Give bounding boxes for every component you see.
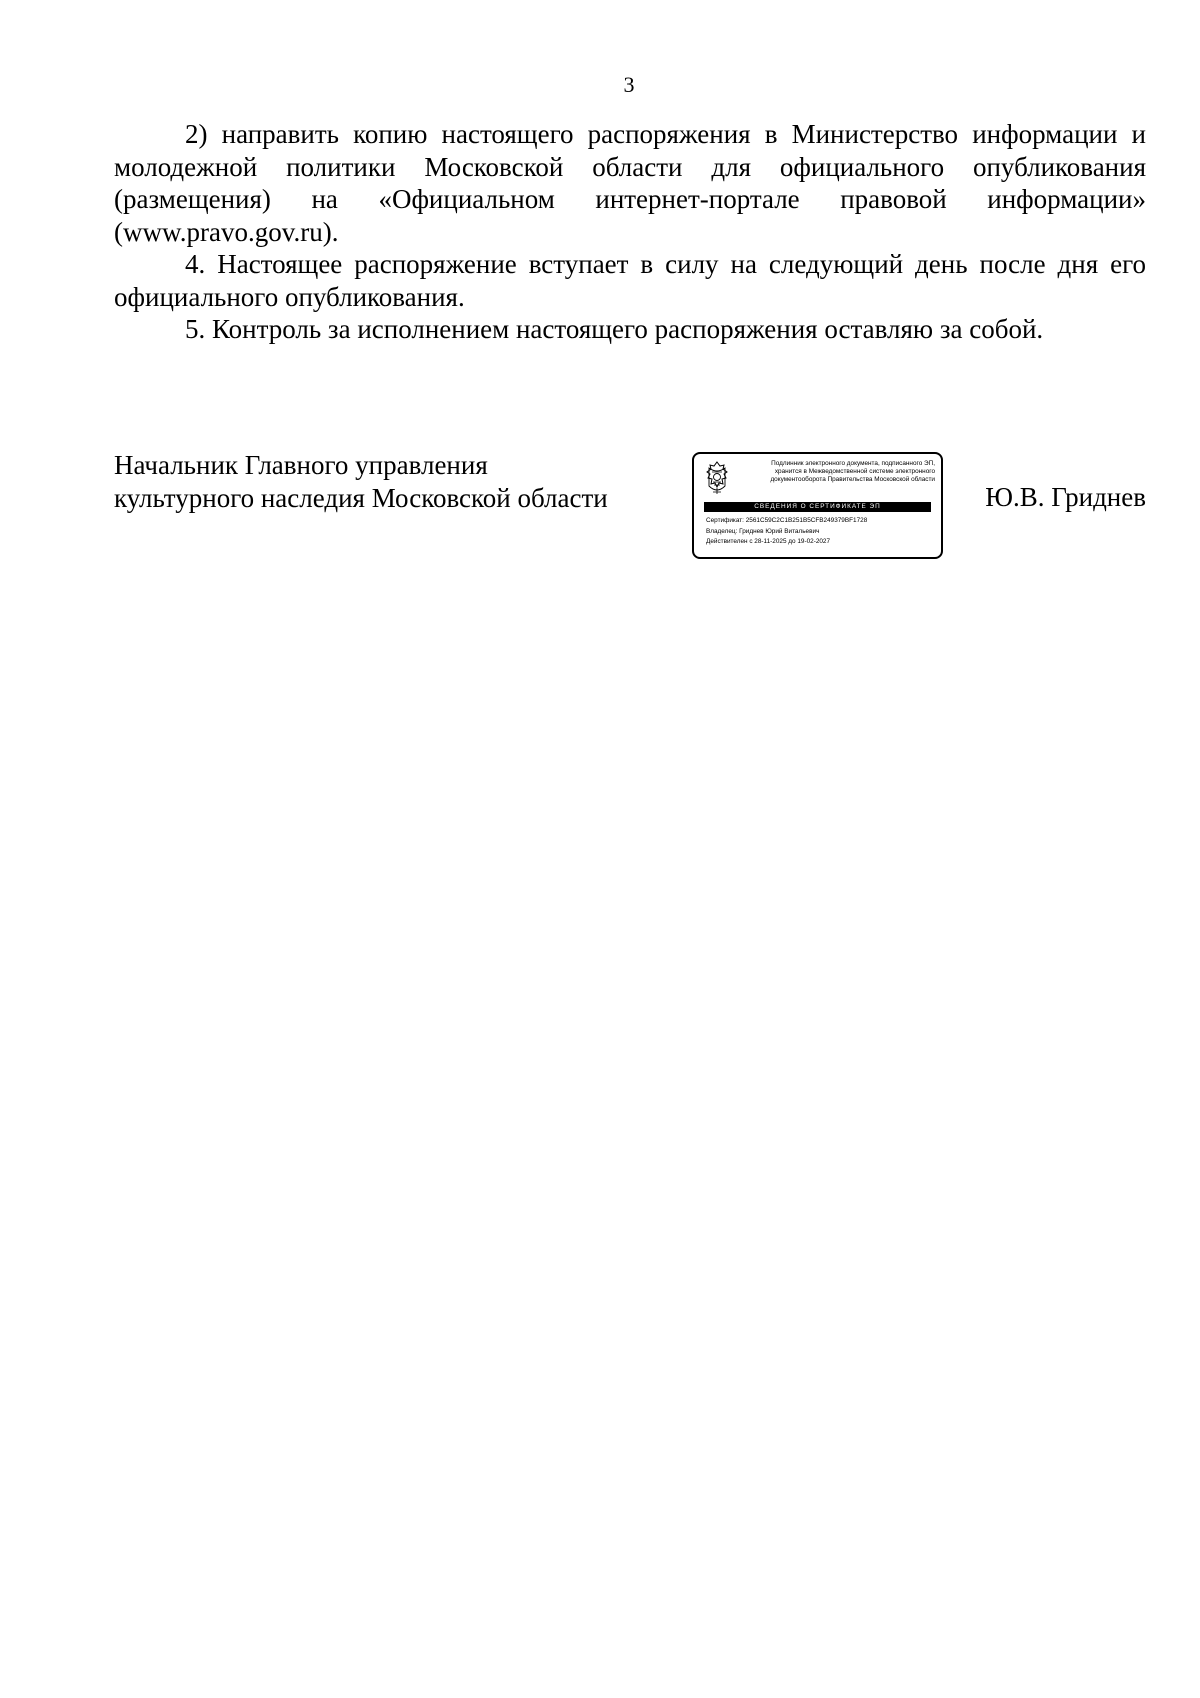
- signer-position-line-2: культурного наследия Московской области: [114, 482, 608, 513]
- electronic-signature-stamp: [692, 452, 943, 559]
- document-body: [114, 118, 1146, 346]
- paragraph-item-5: 5. Контроль за исполнением настоящего распоряжения оставляю за собой.: [185, 314, 1044, 344]
- stamp-header-line-1: Подлинник электронного документа, подписанного ЭП,: [771, 460, 935, 467]
- paragraph-item-4: 4. Настоящее распоряжение вступает в силу на следующий день после дня его официального опубликования.: [114, 249, 1146, 312]
- signer-name: Ю.В. Гриднев: [985, 482, 1146, 512]
- stamp-header-line-3: документооборота Правительства Московской области: [770, 476, 935, 483]
- stamp-header-line-2: хранится в Межведомственной системе электронного: [774, 468, 935, 475]
- stamp-owner: Владелец: Гриднев Юрий Витальевич: [706, 527, 820, 535]
- paragraph-item-2-continuation: (www.pravo.gov.ru).: [114, 216, 339, 247]
- paragraph-item-2: 2) направить копию настоящего распоряжения в Министерство информации и молодежной политики Московской области для официального опубликования (размещения) на «Официальном интернет-портале правовой информации»: [114, 119, 1146, 214]
- stamp-certificate-bar: СВЕДЕНИЯ О СЕРТИФИКАТЕ ЭП: [704, 502, 931, 512]
- signer-position: [114, 449, 608, 514]
- stamp-validity: Действителен с 28-11-2025 до 19-02-2027: [706, 538, 831, 545]
- stamp-certificate: Сертификат: 2561C59C2C1B251B5CFB249379BF1728: [706, 517, 868, 524]
- page-number: 3: [623, 72, 635, 97]
- signer-position-line-1: Начальник Главного управления: [114, 450, 488, 480]
- moscow-oblast-coat-of-arms-icon: [704, 460, 730, 496]
- stamp-details: [706, 516, 933, 548]
- stamp-header: [736, 460, 935, 484]
